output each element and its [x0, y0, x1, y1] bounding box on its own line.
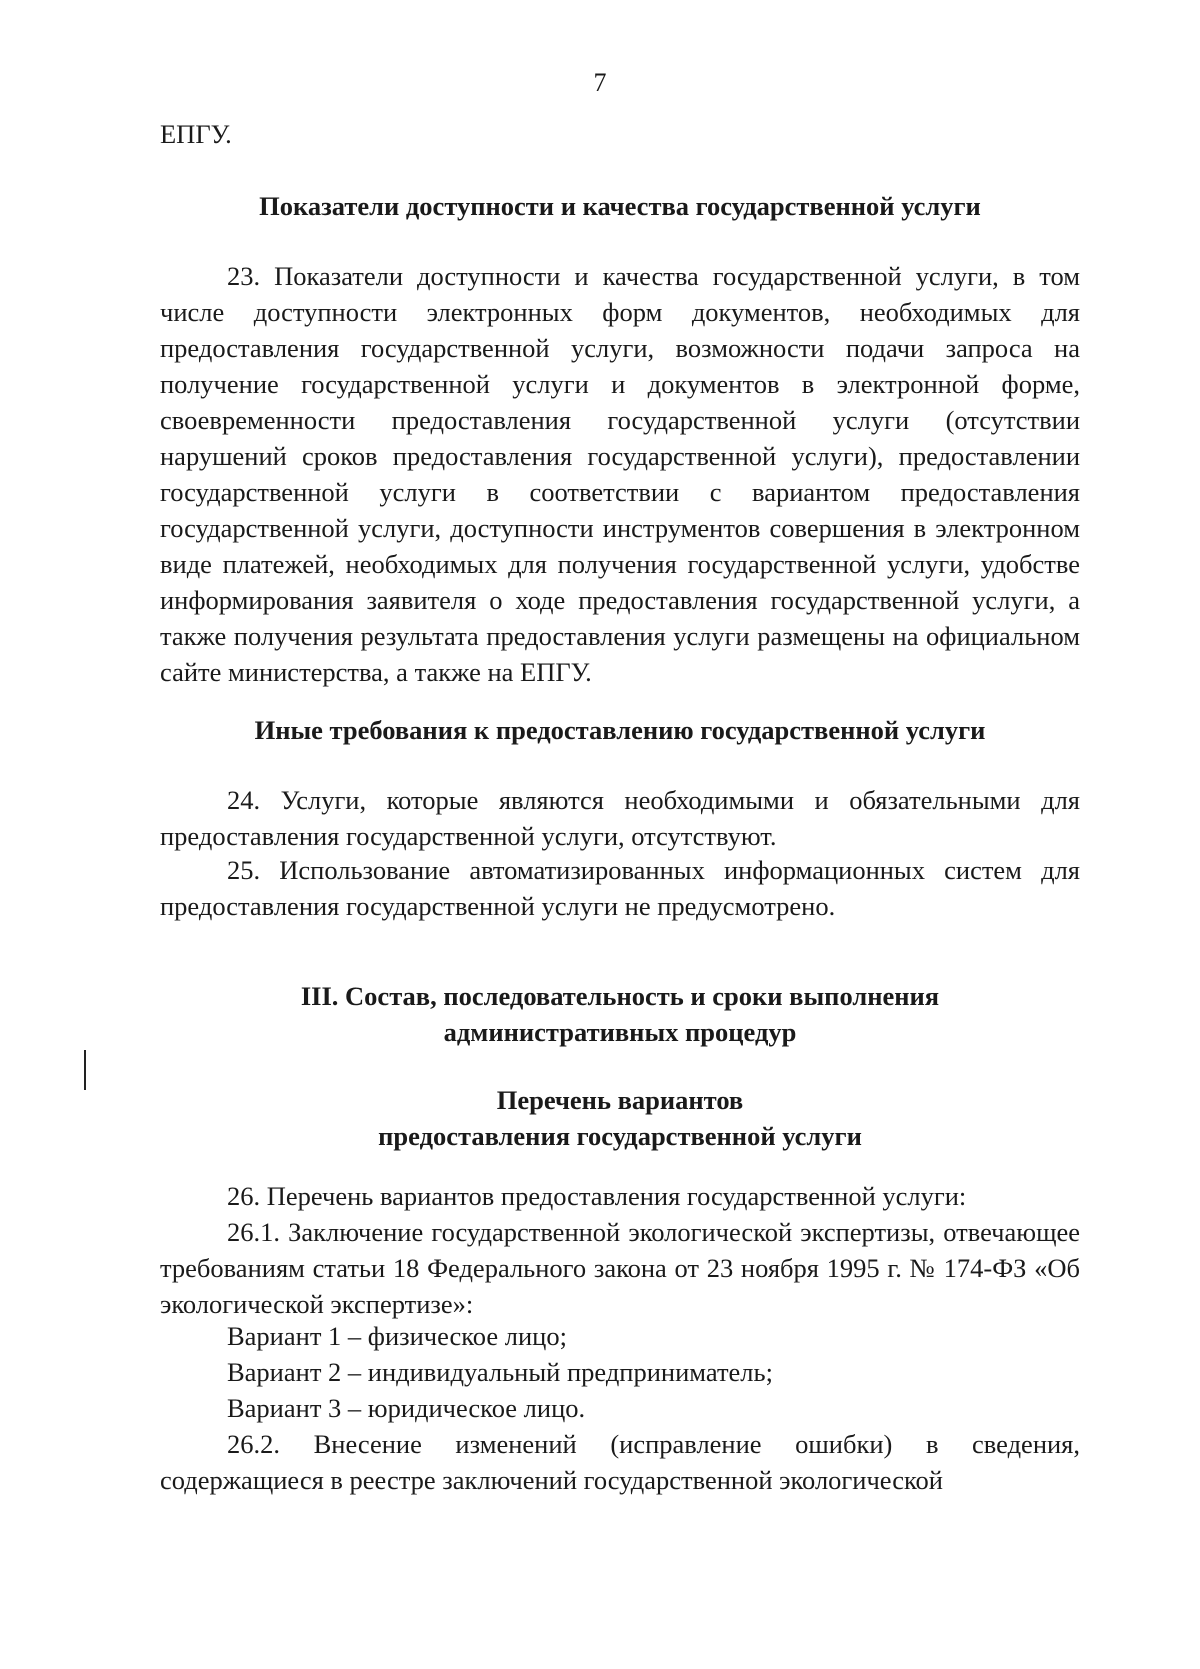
availability-heading: Показатели доступности и качества государственной услуги [259, 191, 981, 221]
variants-heading [160, 1082, 1080, 1154]
variant-1: Вариант 1 – физическое лицо; [227, 1321, 567, 1351]
paragraph-23: 23. Показатели доступности и качества государственной услуги, в том числе доступности электронных форм документов, необходимых для предоставления государственной услуги, возможности подачи запроса на получение государственной услуги и документов в электронной форме, своевременности предоставления государственной услуги (отсутствии нарушений сроков предоставления государственной услуги), предоставлении государственной услуги в соответствии с вариантом предоставления государственной услуги, доступности инструментов совершения в электронном виде платежей, необходимых для получения государственной услуги, удобстве информирования заявителя о ходе предоставления государственной услуги, а также получения результата предоставления услуги размещены на официальном сайте министерства, а также на ЕПГУ. [160, 261, 1080, 687]
paragraph-26-1: 26.1. Заключение государственной экологической экспертизы, отвечающее требованиям статьи 18 Федерального закона от 23 ноября 1995 г. № 174-ФЗ «Об экологической экспертизе»: [160, 1217, 1080, 1319]
section-3-heading [160, 978, 1080, 1050]
paragraph-24: 24. Услуги, которые являются необходимыми и обязательными для предоставления государственной услуги, отсутствуют. [160, 785, 1080, 851]
variants-heading-line2: предоставления государственной услуги [378, 1121, 862, 1151]
variants-heading-line1: Перечень вариантов [496, 1085, 744, 1115]
section-3-heading-line2: административных процедур [443, 1017, 797, 1047]
paragraph-26: 26. Перечень вариантов предоставления государственной услуги: [227, 1181, 967, 1211]
paragraph-26-2: 26.2. Внесение изменений (исправление ошибки) в сведения, содержащиеся в реестре заключений государственной экологической [160, 1429, 1080, 1495]
lead-text: ЕПГУ. [160, 119, 232, 149]
other-requirements-heading: Иные требования к предоставлению государственной услуги [254, 715, 986, 745]
margin-mark [84, 1050, 86, 1090]
page-number: 7 [593, 68, 607, 97]
variant-2: Вариант 2 – индивидуальный предприниматель; [227, 1357, 773, 1387]
paragraph-25: 25. Использование автоматизированных информационных систем для предоставления государственной услуги не предусмотрено. [160, 855, 1080, 921]
variant-3: Вариант 3 – юридическое лицо. [227, 1393, 586, 1423]
section-3-heading-line1: III. Состав, последовательность и сроки выполнения [300, 981, 940, 1011]
